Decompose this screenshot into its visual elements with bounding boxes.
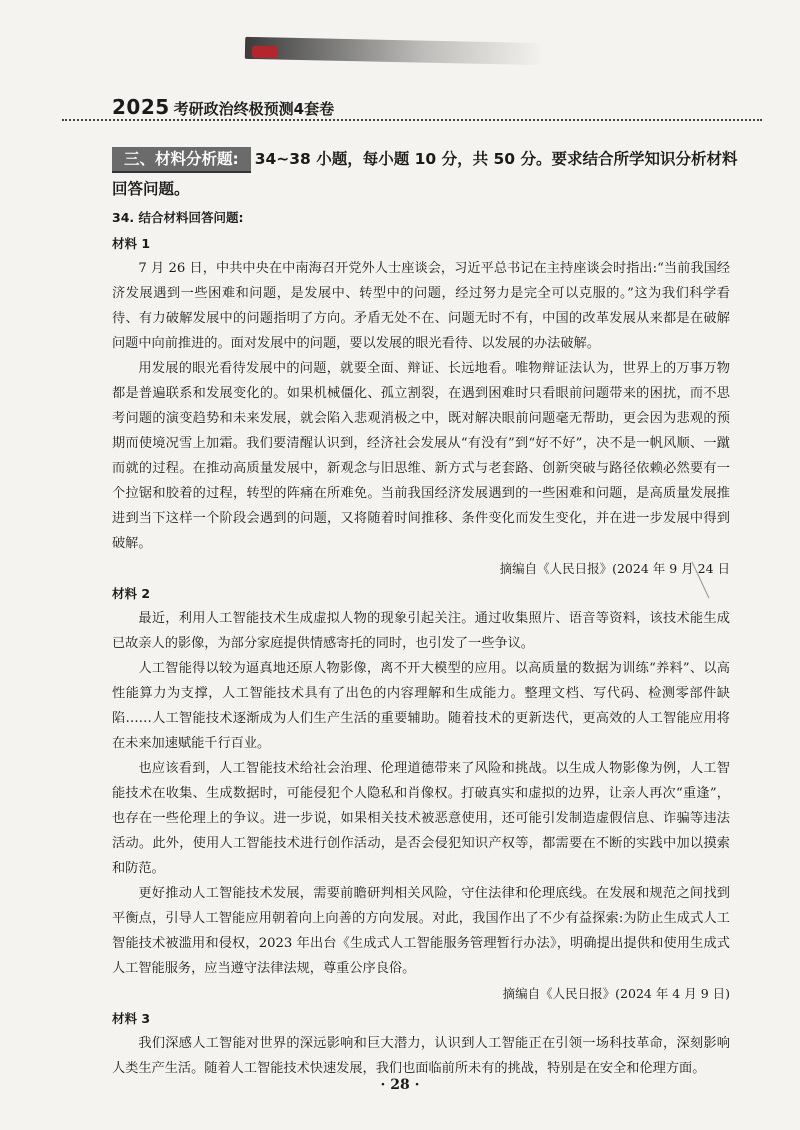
header-title: 考研政治终极预测4套卷	[173, 100, 335, 118]
material-2-paragraph: 最近，利用人工智能技术生成虚拟人物的现象引起关注。通过收集照片、语音等资料，该技术能生成已故亲人的影像，为部分家庭提供情感寄托的同时，也引发了一些争议。	[112, 611, 730, 651]
section-badge: 三、材料分析题:	[112, 147, 251, 173]
question-title: 34. 结合材料回答问题:	[112, 210, 244, 225]
page-number: · 28 ·	[380, 1077, 420, 1093]
material-1-paragraph: 7 月 26 日，中共中央在中南海召开党外人士座谈会，习近平总书记在主持座谈会时指出:“当前我国经济发展遇到一些困难和问题，是发展中、转型中的问题，经过努力是完全可以克服的。”这为我们科学看待、有力破解发展中的问题指明了方向。矛盾无处不在、问题无时不有，中国的改革发展从来都是在破解问题中向前推进的。面对发展中的问题，要以发展的眼光看待、以发展的办法破解。	[112, 261, 730, 351]
material-2-paragraph: 也应该看到，人工智能技术给社会治理、伦理道德带来了风险和挑战。以生成人物影像为例，人工智能技术在收集、生成数据时，可能侵犯个人隐私和肖像权。打破真实和虚拟的边界，让亲人再次“重逢”，也存在一些伦理上的争议。进一步说，如果相关技术被恶意使用，还可能引发制造虚假信息、诈骗等违法活动。此外，使用人工智能技术进行创作活动，是否会侵犯知识产权等，都需要在不断的实践中加以摸索和防范。	[112, 761, 730, 876]
section-instruction: 34~38 小题，每小题 10 分，共 50 分。要求结合所学知识分析材料回答问题。	[112, 150, 738, 198]
material-3-label: 材料 3	[112, 1011, 151, 1026]
header-divider	[62, 119, 762, 121]
header-year: 2025	[112, 95, 170, 119]
material-2-paragraph: 更好推动人工智能技术发展，需要前瞻研判相关风险，守住法律和伦理底线。在发展和规范之间找到平衡点，引导人工智能应用朝着向上向善的方向发展。对此，我国作出了不少有益探索:为防止生成式人工智能技术被滥用和侵权，2023 年出台《生成式人工智能服务管理暂行办法》，明确提出提供和使用生成式人工智能服务，应当遵守法律法规，尊重公序良俗。	[112, 886, 730, 976]
question-content	[112, 205, 730, 1081]
material-2-paragraph: 人工智能得以较为逼真地还原人物影像，离不开大模型的应用。以高质量的数据为训练“养料”、以高性能算力为支撑，人工智能技术具有了出色的内容理解和生成能力。整理文档、写代码、检测零部件缺陷……人工智能技术逐渐成为人们生产生活的重要辅助。随着技术的更新迭代，更高效的人工智能应用将在未来加速赋能千行百业。	[112, 661, 730, 751]
scan-smudge-red	[252, 46, 278, 58]
material-2-source: 摘编自《人民日报》(2024 年 4 月 9 日)	[502, 986, 730, 1001]
material-3-paragraph: 我们深感人工智能对世界的深远影响和巨大潜力，认识到人工智能正在引领一场科技革命，深刻影响人类生产生活。随着人工智能技术快速发展，我们也面临前所未有的挑战，特别是在安全和伦理方面。	[112, 1036, 730, 1076]
material-1-paragraph: 用发展的眼光看待发展中的问题，就要全面、辩证、长远地看。唯物辩证法认为，世界上的万事万物都是普遍联系和发展变化的。如果机械僵化、孤立割裂，在遇到困难时只看眼前问题带来的困扰，而不思考问题的演变趋势和未来发展，就会陷入悲观消极之中，既对解决眼前问题毫无帮助，更会因为悲观的预期而使境况雪上加霜。我们要清醒认识到，经济社会发展从“有没有”到“好不好”，决不是一帆风顺、一蹴而就的过程。在推动高质量发展中，新观念与旧思维、新方式与老套路、创新突破与路径依赖必然要有一个拉锯和胶着的过程，转型的阵痛在所难免。当前我国经济发展遇到的一些困难和问题，是高质量发展推进到当下这样一个阶段会遇到的问题，又将随着时间推移、条件变化而发生变化，并在进一步发展中得到破解。	[112, 361, 730, 551]
material-2-label: 材料 2	[112, 586, 151, 601]
scan-smudge	[245, 37, 545, 65]
section-heading	[112, 144, 742, 204]
material-1-source: 摘编自《人民日报》(2024 年 9 月 24 日	[499, 561, 730, 576]
material-1-label: 材料 1	[112, 236, 151, 251]
page-header	[112, 95, 334, 119]
